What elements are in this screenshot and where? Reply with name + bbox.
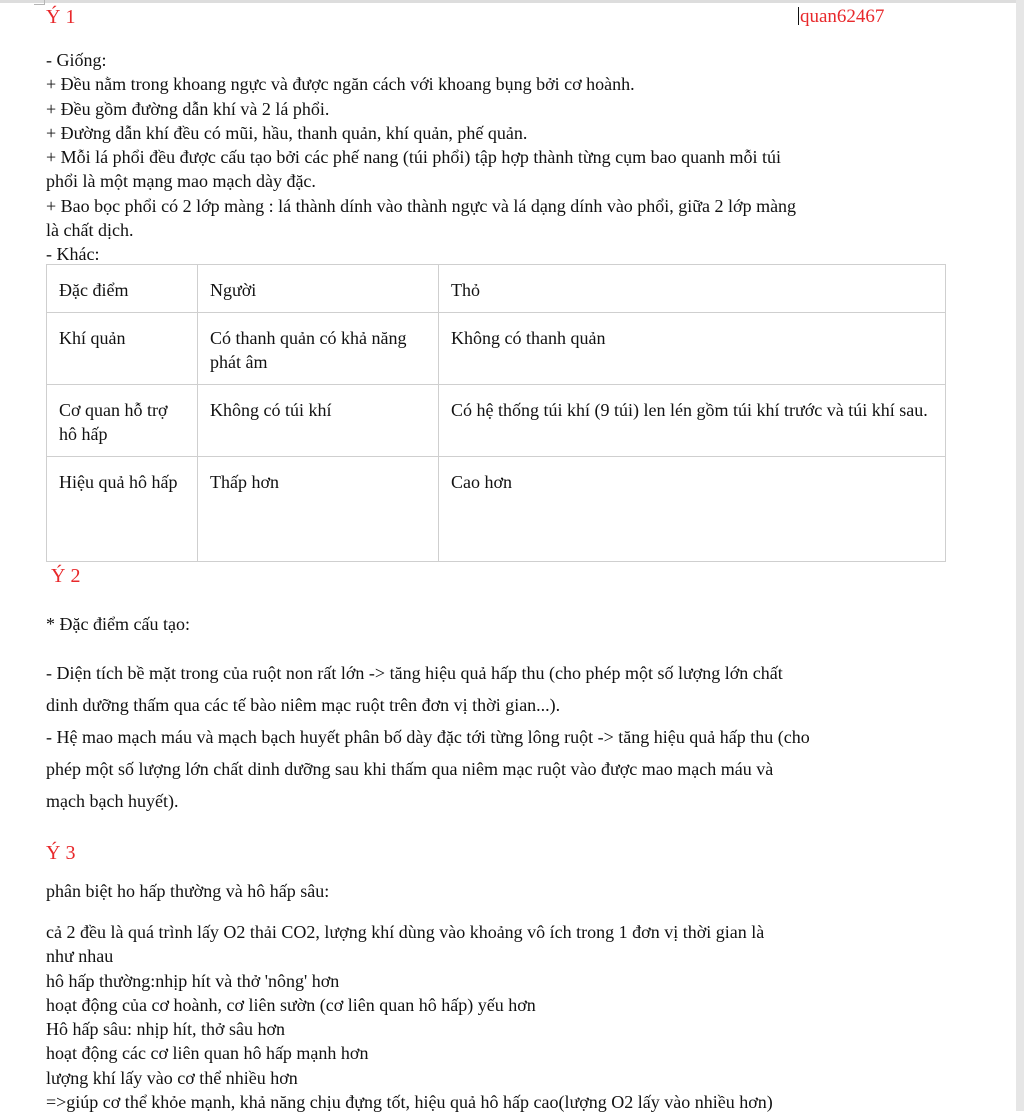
text-line: - Giống: bbox=[46, 50, 107, 70]
table-cell: Có hệ thống túi khí (9 túi) len lén gồm túi khí trước và túi khí sau. bbox=[439, 385, 946, 457]
text-line: - Diện tích bề mặt trong của ruột non rất lớn -> tăng hiệu quả hấp thu (cho phép một số lượng lớn chất bbox=[46, 663, 783, 683]
author-label: quan62467 bbox=[800, 6, 885, 27]
text-line: - Khác: bbox=[46, 244, 100, 265]
section-2-subtitle: * Đặc điểm cấu tạo: bbox=[46, 614, 190, 634]
page-top-border bbox=[0, 0, 1024, 3]
section-2-title: Ý 2 bbox=[51, 565, 81, 587]
table-cell: Cơ quan hỗ trợ hô hấp bbox=[47, 385, 198, 457]
table-cell: Thấp hơn bbox=[198, 457, 439, 562]
section-3-intro: phân biệt ho hấp thường và hô hấp sâu: bbox=[46, 881, 330, 901]
text-line: + Đường dẫn khí đều có mũi, hầu, thanh quản, khí quản, phế quản. bbox=[46, 122, 528, 143]
page-corner-mark bbox=[34, 0, 45, 5]
text-cursor bbox=[798, 7, 799, 25]
text-line: lượng khí lấy vào cơ thể nhiều hơn bbox=[46, 1067, 298, 1088]
table-row bbox=[47, 457, 946, 562]
author-name bbox=[798, 6, 884, 28]
section-1-title: Ý 1 bbox=[46, 6, 76, 28]
table-cell: Khí quản bbox=[47, 313, 198, 385]
text-line: Hô hấp sâu: nhịp hít, thở sâu hơn bbox=[46, 1019, 286, 1040]
text-line: + Bao bọc phổi có 2 lớp màng : lá thành dính vào thành ngực và lá dạng dính vào phổi, giữa 2 lớp màng bbox=[46, 195, 797, 216]
text-line: như nhau bbox=[46, 946, 114, 967]
section-3-body bbox=[46, 920, 773, 1114]
text-line: phổi là một mạng mao mạch dày đặc. bbox=[46, 171, 316, 192]
table-cell: Hiệu quả hô hấp bbox=[47, 457, 198, 562]
comparison-table bbox=[46, 264, 946, 562]
section-3-title: Ý 3 bbox=[46, 842, 76, 864]
table-header-cell: Người bbox=[198, 265, 439, 313]
text-line: cả 2 đều là quá trình lấy O2 thải CO2, lượng khí dùng vào khoảng vô ích trong 1 đơn vị thời gian là bbox=[46, 922, 765, 942]
table-cell: Không có thanh quản bbox=[439, 313, 946, 385]
text-line: - Hệ mao mạch máu và mạch bạch huyết phân bố dày đặc tới từng lông ruột -> tăng hiệu quả hấp thu (cho bbox=[46, 727, 810, 747]
table-header-row bbox=[47, 265, 946, 313]
table-cell: Có thanh quản có khả năng phát âm bbox=[198, 313, 439, 385]
text-line: =>giúp cơ thể khỏe mạnh, khả năng chịu đựng tốt, hiệu quả hô hấp cao(lượng O2 lấy vào nhiều hơn) bbox=[46, 1092, 773, 1113]
text-line: hoạt động các cơ liên quan hô hấp mạnh hơn bbox=[46, 1043, 369, 1064]
text-line: + Mỗi lá phổi đều được cấu tạo bởi các phế nang (túi phổi) tập hợp thành từng cụm bao quanh mỗi túi bbox=[46, 147, 782, 168]
text-line: hô hấp thường:nhịp hít và thở 'nông' hơn bbox=[46, 970, 340, 991]
section-1-body bbox=[46, 48, 796, 267]
text-line: là chất dịch. bbox=[46, 220, 134, 241]
table-cell: Không có túi khí bbox=[198, 385, 439, 457]
table-row bbox=[47, 385, 946, 457]
text-line: mạch bạch huyết). bbox=[46, 791, 179, 811]
text-line: + Đều gồm đường dẫn khí và 2 lá phổi. bbox=[46, 98, 330, 119]
page-right-edge bbox=[1016, 0, 1024, 1111]
text-line: + Đều nằm trong khoang ngực và được ngăn cách với khoang bụng bởi cơ hoành. bbox=[46, 74, 635, 95]
text-line: hoạt động của cơ hoành, cơ liên sườn (cơ liên quan hô hấp) yếu hơn bbox=[46, 994, 536, 1015]
text-line: dinh dưỡng thấm qua các tế bào niêm mạc ruột trên đơn vị thời gian...). bbox=[46, 695, 561, 715]
table-row bbox=[47, 313, 946, 385]
table-header-cell: Thỏ bbox=[439, 265, 946, 313]
table-header-cell: Đặc điểm bbox=[47, 265, 198, 313]
table-cell: Cao hơn bbox=[439, 457, 946, 562]
text-line: phép một số lượng lớn chất dinh dưỡng sau khi thấm qua niêm mạc ruột vào được mao mạch máu và bbox=[46, 759, 774, 779]
section-2-body bbox=[46, 657, 810, 817]
